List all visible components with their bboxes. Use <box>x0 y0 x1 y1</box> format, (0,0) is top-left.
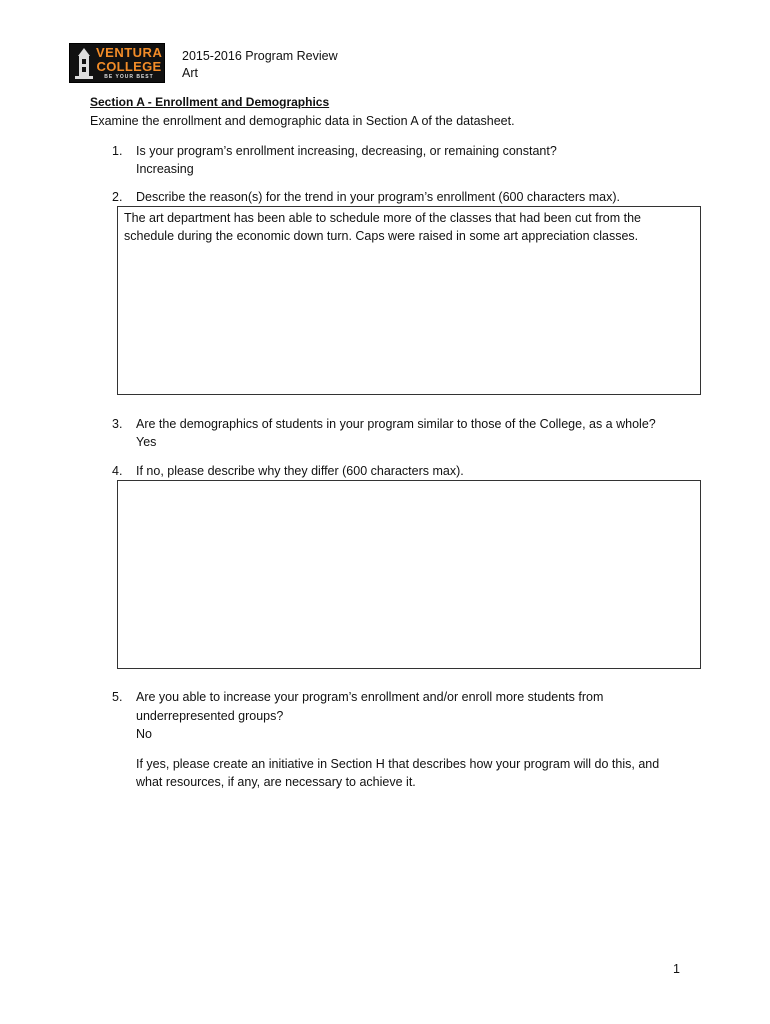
document-header <box>182 48 338 82</box>
section-intro: Examine the enrollment and demographic data in Section A of the datasheet. <box>90 114 515 128</box>
question-number: 4. <box>112 464 123 478</box>
document-title: 2015-2016 Program Review <box>182 49 338 63</box>
answer-box-4[interactable] <box>117 480 701 669</box>
answer-2: The art department has been able to schedule more of the classes that had been cut from the schedule during the economic down turn. Caps were raised in some art appreciation classes. <box>124 211 641 243</box>
question-number: 3. <box>112 417 123 431</box>
document-subtitle: Art <box>182 66 198 80</box>
logo-line2: COLLEGE <box>96 59 162 74</box>
logo-line1: VENTURA <box>96 45 163 60</box>
question-number: 5. <box>112 690 123 704</box>
question-5-continued: underrepresented groups? <box>136 709 284 723</box>
tower-icon <box>73 46 95 80</box>
logo-tagline: BE YOUR BEST <box>104 74 154 80</box>
question-number: 1. <box>112 144 123 158</box>
college-logo <box>69 43 165 83</box>
answer-3: Yes <box>136 435 157 449</box>
section-title: Section A - Enrollment and Demographics <box>90 95 330 109</box>
initiative-note: If yes, please create an initiative in Section H that describes how your program will do this, and what resources, if any, are necessary to achieve it. <box>136 757 660 789</box>
question-text: Are the demographics of students in your program similar to those of the College, as a whole? <box>136 417 656 431</box>
answer-1: Increasing <box>136 162 194 176</box>
question-text: Is your program’s enrollment increasing, decreasing, or remaining constant? <box>136 144 557 158</box>
answer-box-2[interactable] <box>117 206 701 395</box>
question-text: If no, please describe why they differ (600 characters max). <box>136 464 464 478</box>
question-text: Are you able to increase your program’s enrollment and/or enroll more students from <box>136 690 604 704</box>
question-number: 2. <box>112 190 123 204</box>
question-text: Describe the reason(s) for the trend in your program’s enrollment (600 characters max). <box>136 190 621 204</box>
answer-5: No <box>136 727 152 741</box>
page-number: 1 <box>673 962 680 976</box>
